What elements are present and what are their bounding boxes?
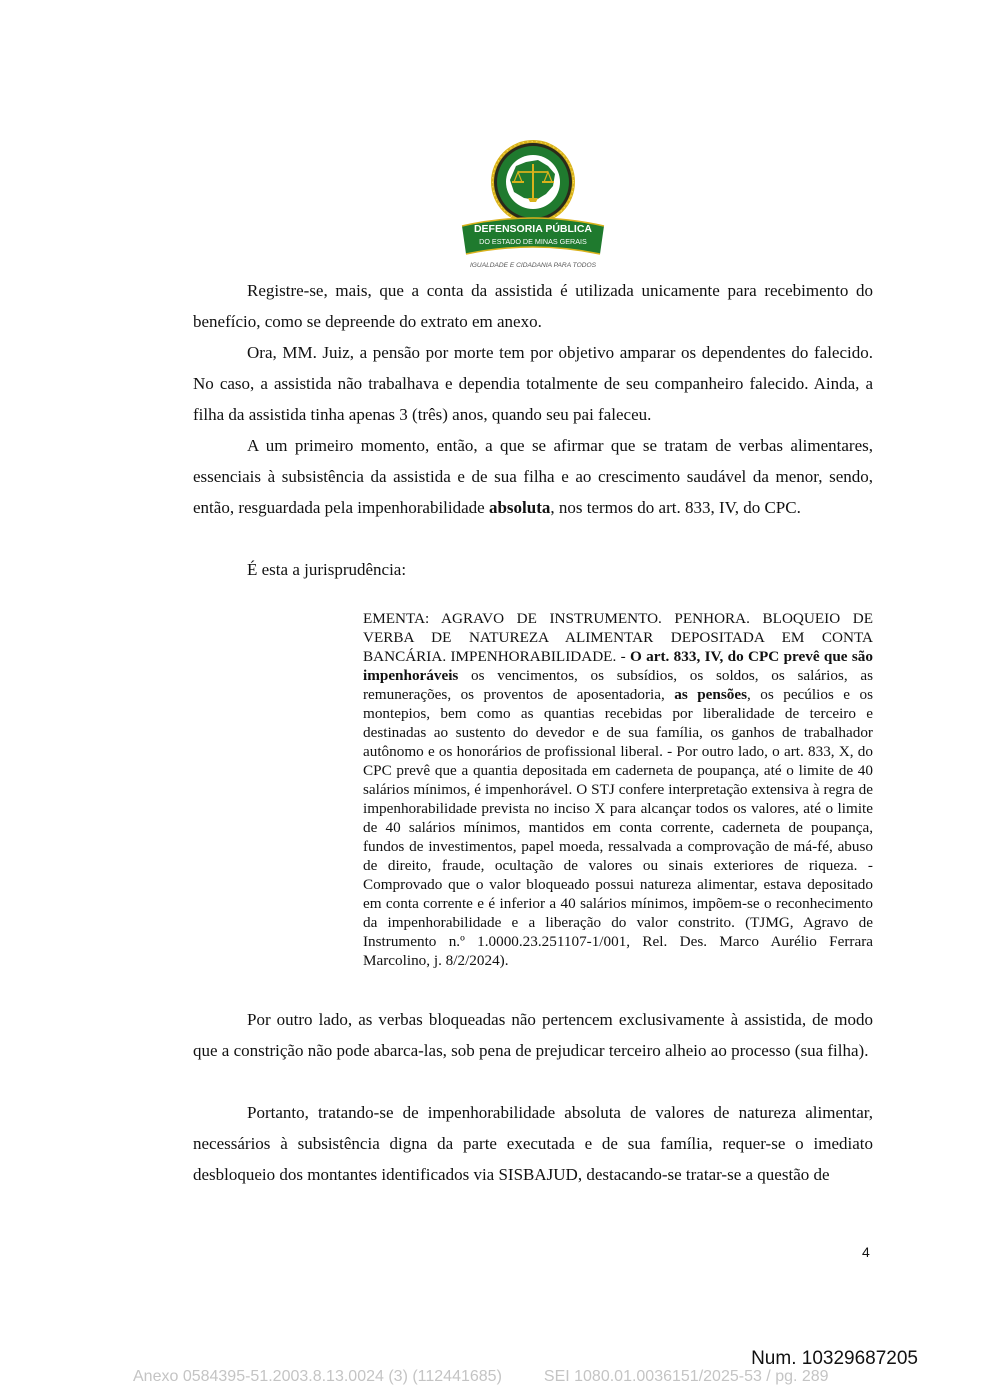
stamp-right: SEI 1080.01.0036151/2025-53 / pg. 289	[543, 1368, 829, 1385]
jurisprudence-quote	[363, 609, 873, 970]
quote-bold-1: O art. 833, IV, do CPC prevê que são impenhoráveis	[363, 648, 873, 684]
footer-stamp	[133, 1368, 829, 1386]
quote-bold-2: as pensões	[674, 686, 748, 703]
quote-part-2: os vencimentos, os subsídios, os soldos, os salários, as remunerações, os proventos de aposentadoria,	[363, 667, 873, 703]
paragraph-2: Ora, MM. Juiz, a pensão por morte tem por objetivo amparar os dependentes do falecido. No caso, a assistida não trabalhava e dependia totalmente de seu companheiro falecido. Ainda, a filha da assistida tinha apenas 3 (três) anos, quando seu pai faleceu.	[193, 343, 873, 424]
quote-part-3: , os pecúlios e os montepios, bem como as quantias recebidas por liberalidade de terceiro e destinadas ao sustento do devedor e de sua família, os ganhos de trabalhador autônomo e os honorários de profissional liberal. - Por outro lado, o art. 833, X, do CPC prevê que a quantia depositada em caderneta de poupança, até o limite de 40 salários mínimos, é impenhorável. O STJ confere interpretação extensiva à regra de impenhorabilidade prevista no inciso X para alcançar todos os valores, até o limite de 40 salários mínimos, mantidos em conta corrente, caderneta de poupança, fundos de investimentos, papel moeda, ressalvada a comprovação de má-fé, abuso de direito, fraude, ocultação de valores ou sinais exteriores de riqueza. - Comprovado que o valor bloqueado possui natureza alimentar, estava depositado em conta corrente e é inferior a 40 salários mínimos, impõem-se o reconhecimento da impenhorabilidade e a liberação do valor constrito. (TJMG, Agravo de Instrumento n.º 1.0000.23.251107-1/001, Rel. Des. Marco Aurélio Ferrara Marcolino, j. 8/2/2024).	[363, 686, 873, 969]
paragraph-3-bold: absoluta	[488, 498, 551, 517]
paragraph-3-text-b: , nos termos do art. 833, IV, do CPC.	[550, 498, 801, 517]
paragraph-5: Por outro lado, as verbas bloqueadas não pertencem exclusivamente à assistida, de modo que a constrição não pode abarca-las, sob pena de prejudicar terceiro alheio ao processo (sua filha).	[193, 1010, 873, 1060]
stamp-left: Anexo 0584395-51.2003.8.13.0024 (3) (112441685)	[133, 1368, 502, 1385]
paragraph-6: Portanto, tratando-se de impenhorabilidade absoluta de valores de natureza alimentar, necessários à subsistência digna da parte executada e de sua família, requer-se o imediato desbloqueio dos montantes identificados via SISBAJUD, destacando-se tratar-se a questão de	[193, 1103, 873, 1184]
logo-line2: DO ESTADO DE MINAS GERAIS	[479, 237, 587, 246]
page-number: 4	[862, 1244, 870, 1260]
paragraph-3	[193, 430, 873, 523]
quote-part-1: EMENTA: AGRAVO DE INSTRUMENTO. PENHORA. BLOQUEIO DE VERBA DE NATUREZA ALIMENTAR DEPOSITADA EM CONTA BANCÁRIA. IMPENHORABILIDADE. -	[363, 610, 873, 665]
paragraph-3-text-a: A um primeiro momento, então, a que se afirmar que se tratam de verbas alimentares, essenciais à subsistência da assistida e de sua filha e ao crescimento saudável da menor, sendo, então, resguardada pela impenhorabilidade	[193, 436, 873, 517]
paragraph-4: É esta a jurisprudência:	[247, 560, 407, 579]
document-number: Num. 10329687205	[751, 1348, 918, 1369]
defensoria-logo	[458, 136, 608, 270]
logo-motto: IGUALDADE E CIDADANIA PARA TODOS	[469, 262, 597, 269]
logo-line1: DEFENSORIA PÚBLICA	[473, 223, 593, 235]
paragraph-1: Registre-se, mais, que a conta da assistida é utilizada unicamente para recebimento do benefício, como se depreende do extrato em anexo.	[193, 281, 873, 331]
